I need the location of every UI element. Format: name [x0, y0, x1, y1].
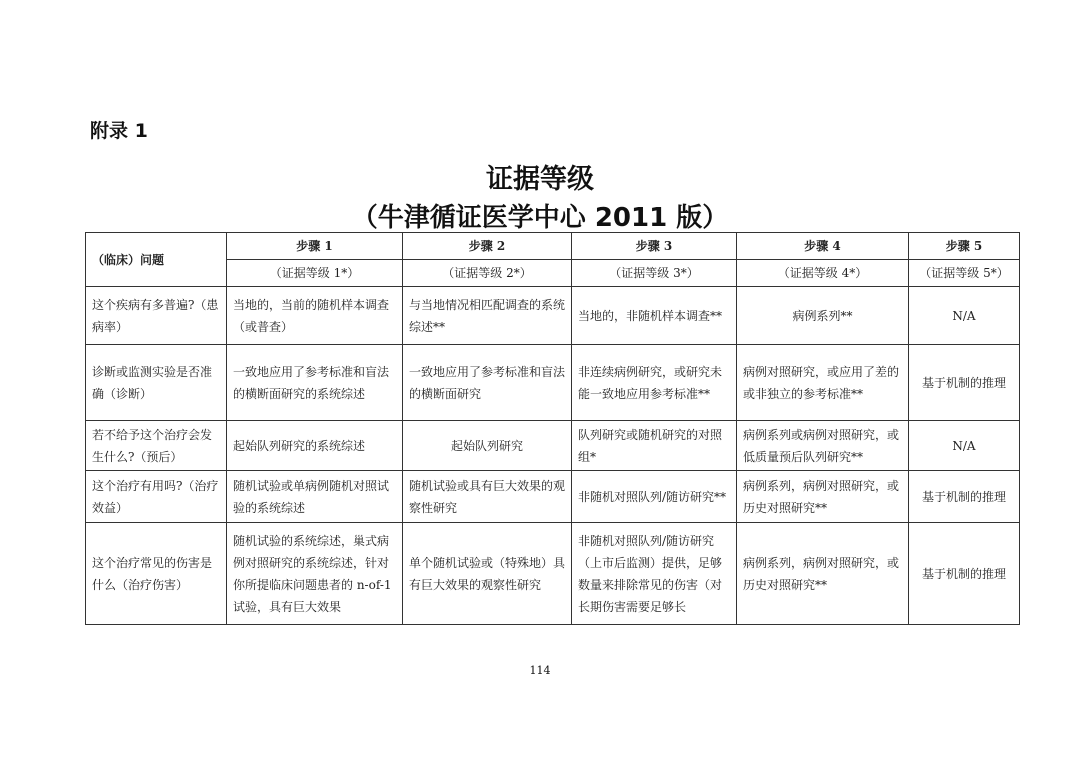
table-cell: 病例系列，病例对照研究，或历史对照研究**: [737, 523, 909, 625]
table-row: [86, 523, 1020, 625]
header-step-3: 步骤 3: [572, 233, 737, 260]
header-level-5: （证据等级 5*）: [909, 260, 1020, 287]
table-cell: 单个随机试验或（特殊地）具有巨大效果的观察性研究: [403, 523, 572, 625]
row-question: 若不给予这个治疗会发生什么?（预后）: [86, 421, 227, 471]
header-level-4: （证据等级 4*）: [737, 260, 909, 287]
row-question: 这个治疗常见的伤害是什么（治疗伤害）: [86, 523, 227, 625]
header-row-steps: [86, 233, 1020, 260]
table-row: [86, 345, 1020, 421]
header-level-1: （证据等级 1*）: [227, 260, 403, 287]
table-cell: 基于机制的推理: [909, 345, 1020, 421]
table-cell: N/A: [909, 287, 1020, 345]
header-row-levels: [86, 260, 1020, 287]
table-cell: 队列研究或随机研究的对照组*: [572, 421, 737, 471]
appendix-label: 附录 1: [90, 120, 148, 142]
header-question: （临床）问题: [86, 233, 227, 287]
table-cell: 基于机制的推理: [909, 523, 1020, 625]
page-subtitle: （牛津循证医学中心 2011 版）: [351, 203, 729, 233]
row-question: 这个治疗有用吗?（治疗效益）: [86, 471, 227, 523]
table-row: [86, 287, 1020, 345]
table-cell: 非随机对照队列/随访研究**: [572, 471, 737, 523]
table-cell: 病例系列，病例对照研究，或历史对照研究**: [737, 471, 909, 523]
table-cell: 起始队列研究的系统综述: [227, 421, 403, 471]
header-step-2: 步骤 2: [403, 233, 572, 260]
header-step-5: 步骤 5: [909, 233, 1020, 260]
table-cell: 非随机对照队列/随访研究（上市后监测）提供，足够数量来排除常见的伤害（对长期伤害需要足够长: [572, 523, 737, 625]
header-step-1: 步骤 1: [227, 233, 403, 260]
table-cell: 随机试验或具有巨大效果的观察性研究: [403, 471, 572, 523]
header-level-3: （证据等级 3*）: [572, 260, 737, 287]
table-cell: 一致地应用了参考标准和盲法的横断面研究的系统综述: [227, 345, 403, 421]
header-step-4: 步骤 4: [737, 233, 909, 260]
page-number: 114: [529, 664, 551, 677]
table-cell: 起始队列研究: [403, 421, 572, 471]
table-row: [86, 421, 1020, 471]
evidence-levels-table: [85, 232, 1020, 625]
table-cell: 随机试验的系统综述，巢式病例对照研究的系统综述，针对你所提临床问题患者的 n-of-1 试验，具有巨大效果: [227, 523, 403, 625]
table-cell: 一致地应用了参考标准和盲法的横断面研究: [403, 345, 572, 421]
table-cell: 病例系列或病例对照研究，或低质量预后队列研究**: [737, 421, 909, 471]
table-cell: 非连续病例研究，或研究未能一致地应用参考标准**: [572, 345, 737, 421]
row-question: 这个疾病有多普遍?（患病率）: [86, 287, 227, 345]
table-cell: 病例系列**: [737, 287, 909, 345]
table-cell: 随机试验或单病例随机对照试验的系统综述: [227, 471, 403, 523]
table-cell: 基于机制的推理: [909, 471, 1020, 523]
table-cell: N/A: [909, 421, 1020, 471]
table-cell: 当地的，非随机样本调查**: [572, 287, 737, 345]
page-title: 证据等级: [486, 164, 594, 195]
table-cell: 与当地情况相匹配调查的系统综述**: [403, 287, 572, 345]
table-cell: 当地的，当前的随机样本调查（或普查）: [227, 287, 403, 345]
table-row: [86, 471, 1020, 523]
table-cell: 病例对照研究，或应用了差的或非独立的参考标准**: [737, 345, 909, 421]
header-level-2: （证据等级 2*）: [403, 260, 572, 287]
row-question: 诊断或监测实验是否准确（诊断）: [86, 345, 227, 421]
